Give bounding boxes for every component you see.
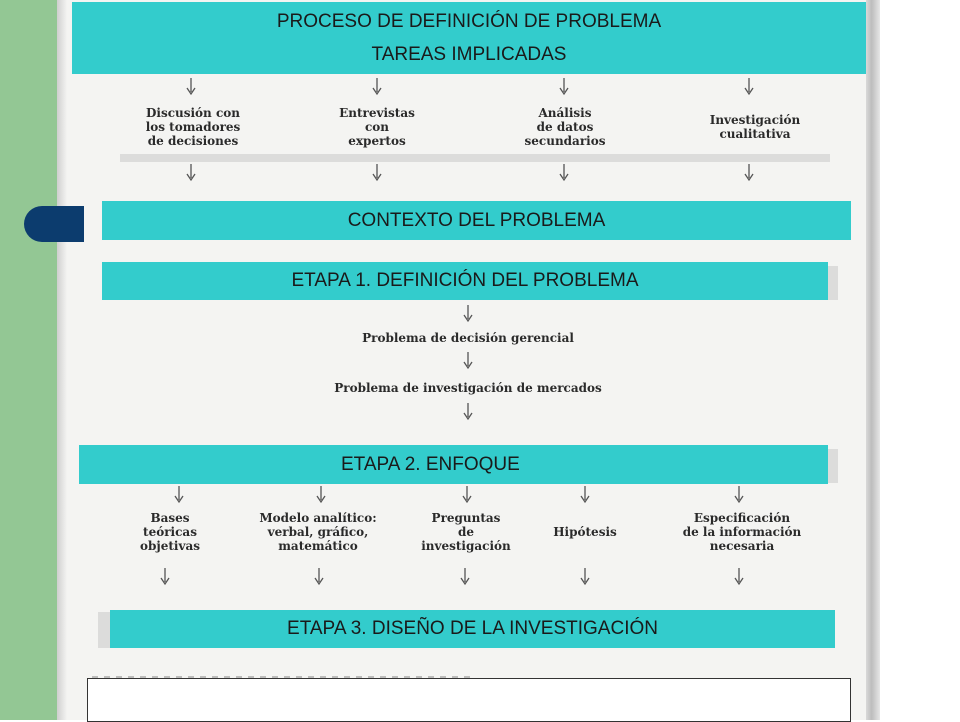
title-line-1: PROCESO DE DEFINICIÓN DE PROBLEMA [276,11,662,32]
arrow-down-icon [186,78,196,96]
arrow-down-icon [174,486,184,504]
arrow-down-icon [744,164,754,182]
arrow-down-icon [734,568,744,586]
etapa2-label: ETAPA 2. ENFOQUE [341,453,520,475]
arrow-down-icon [314,568,324,586]
arrow-down-icon [580,486,590,504]
contexto-label: CONTEXTO DEL PROBLEMA [347,209,606,231]
arrow-down-icon [463,305,473,323]
blue-tab-marker [24,206,84,242]
task-label-2: Entrevistas con expertos [339,106,415,148]
etapa2-banner [79,445,828,484]
arrow-down-icon [463,403,473,421]
etapa3-label: ETAPA 3. DISEÑO DE LA INVESTIGACIÓN [287,618,658,639]
task-label-1: Discusión con los tomadores de decisiones [145,106,241,148]
problema-investigacion: Problema de investigación de mercados [334,381,602,395]
task-label-3: Análisis de datos secundarios [524,106,606,148]
page-edge-right [866,0,880,720]
enfoque-label-5: Especificación de la información necesaria [682,511,802,553]
title-banner [72,2,866,74]
problema-gerencial: Problema de decisión gerencial [362,331,574,345]
empty-bottom-box [87,678,851,722]
arrow-down-icon [463,352,473,370]
arrow-down-icon [462,486,472,504]
arrow-down-icon [744,78,754,96]
arrow-down-icon [559,78,569,96]
enfoque-label-2: Modelo analítico: verbal, gráfico, matemático [259,511,377,553]
arrow-down-icon [734,486,744,504]
arrow-down-icon [372,164,382,182]
arrow-down-icon [559,164,569,182]
arrow-down-icon [372,78,382,96]
contexto-banner [102,201,851,240]
etapa1-label: ETAPA 1. DEFINICIÓN DEL PROBLEMA [291,270,639,291]
etapa1-banner [102,262,828,300]
scan-shadow [120,154,830,162]
task-label-4: Investigación cualitativa [709,113,801,141]
enfoque-label-1: Bases teóricas objetivas [140,511,200,553]
arrow-down-icon [460,568,470,586]
title-line-2: TAREAS IMPLICADAS [371,44,567,65]
enfoque-label-3: Preguntas de investigación [421,511,511,553]
etapa3-banner [110,610,835,648]
arrow-down-icon [160,568,170,586]
enfoque-label-4: Hipótesis [553,525,617,539]
green-sidebar-strip [0,0,57,720]
page-edge-left [57,0,67,720]
arrow-down-icon [580,568,590,586]
arrow-down-icon [316,486,326,504]
arrow-down-icon [186,164,196,182]
